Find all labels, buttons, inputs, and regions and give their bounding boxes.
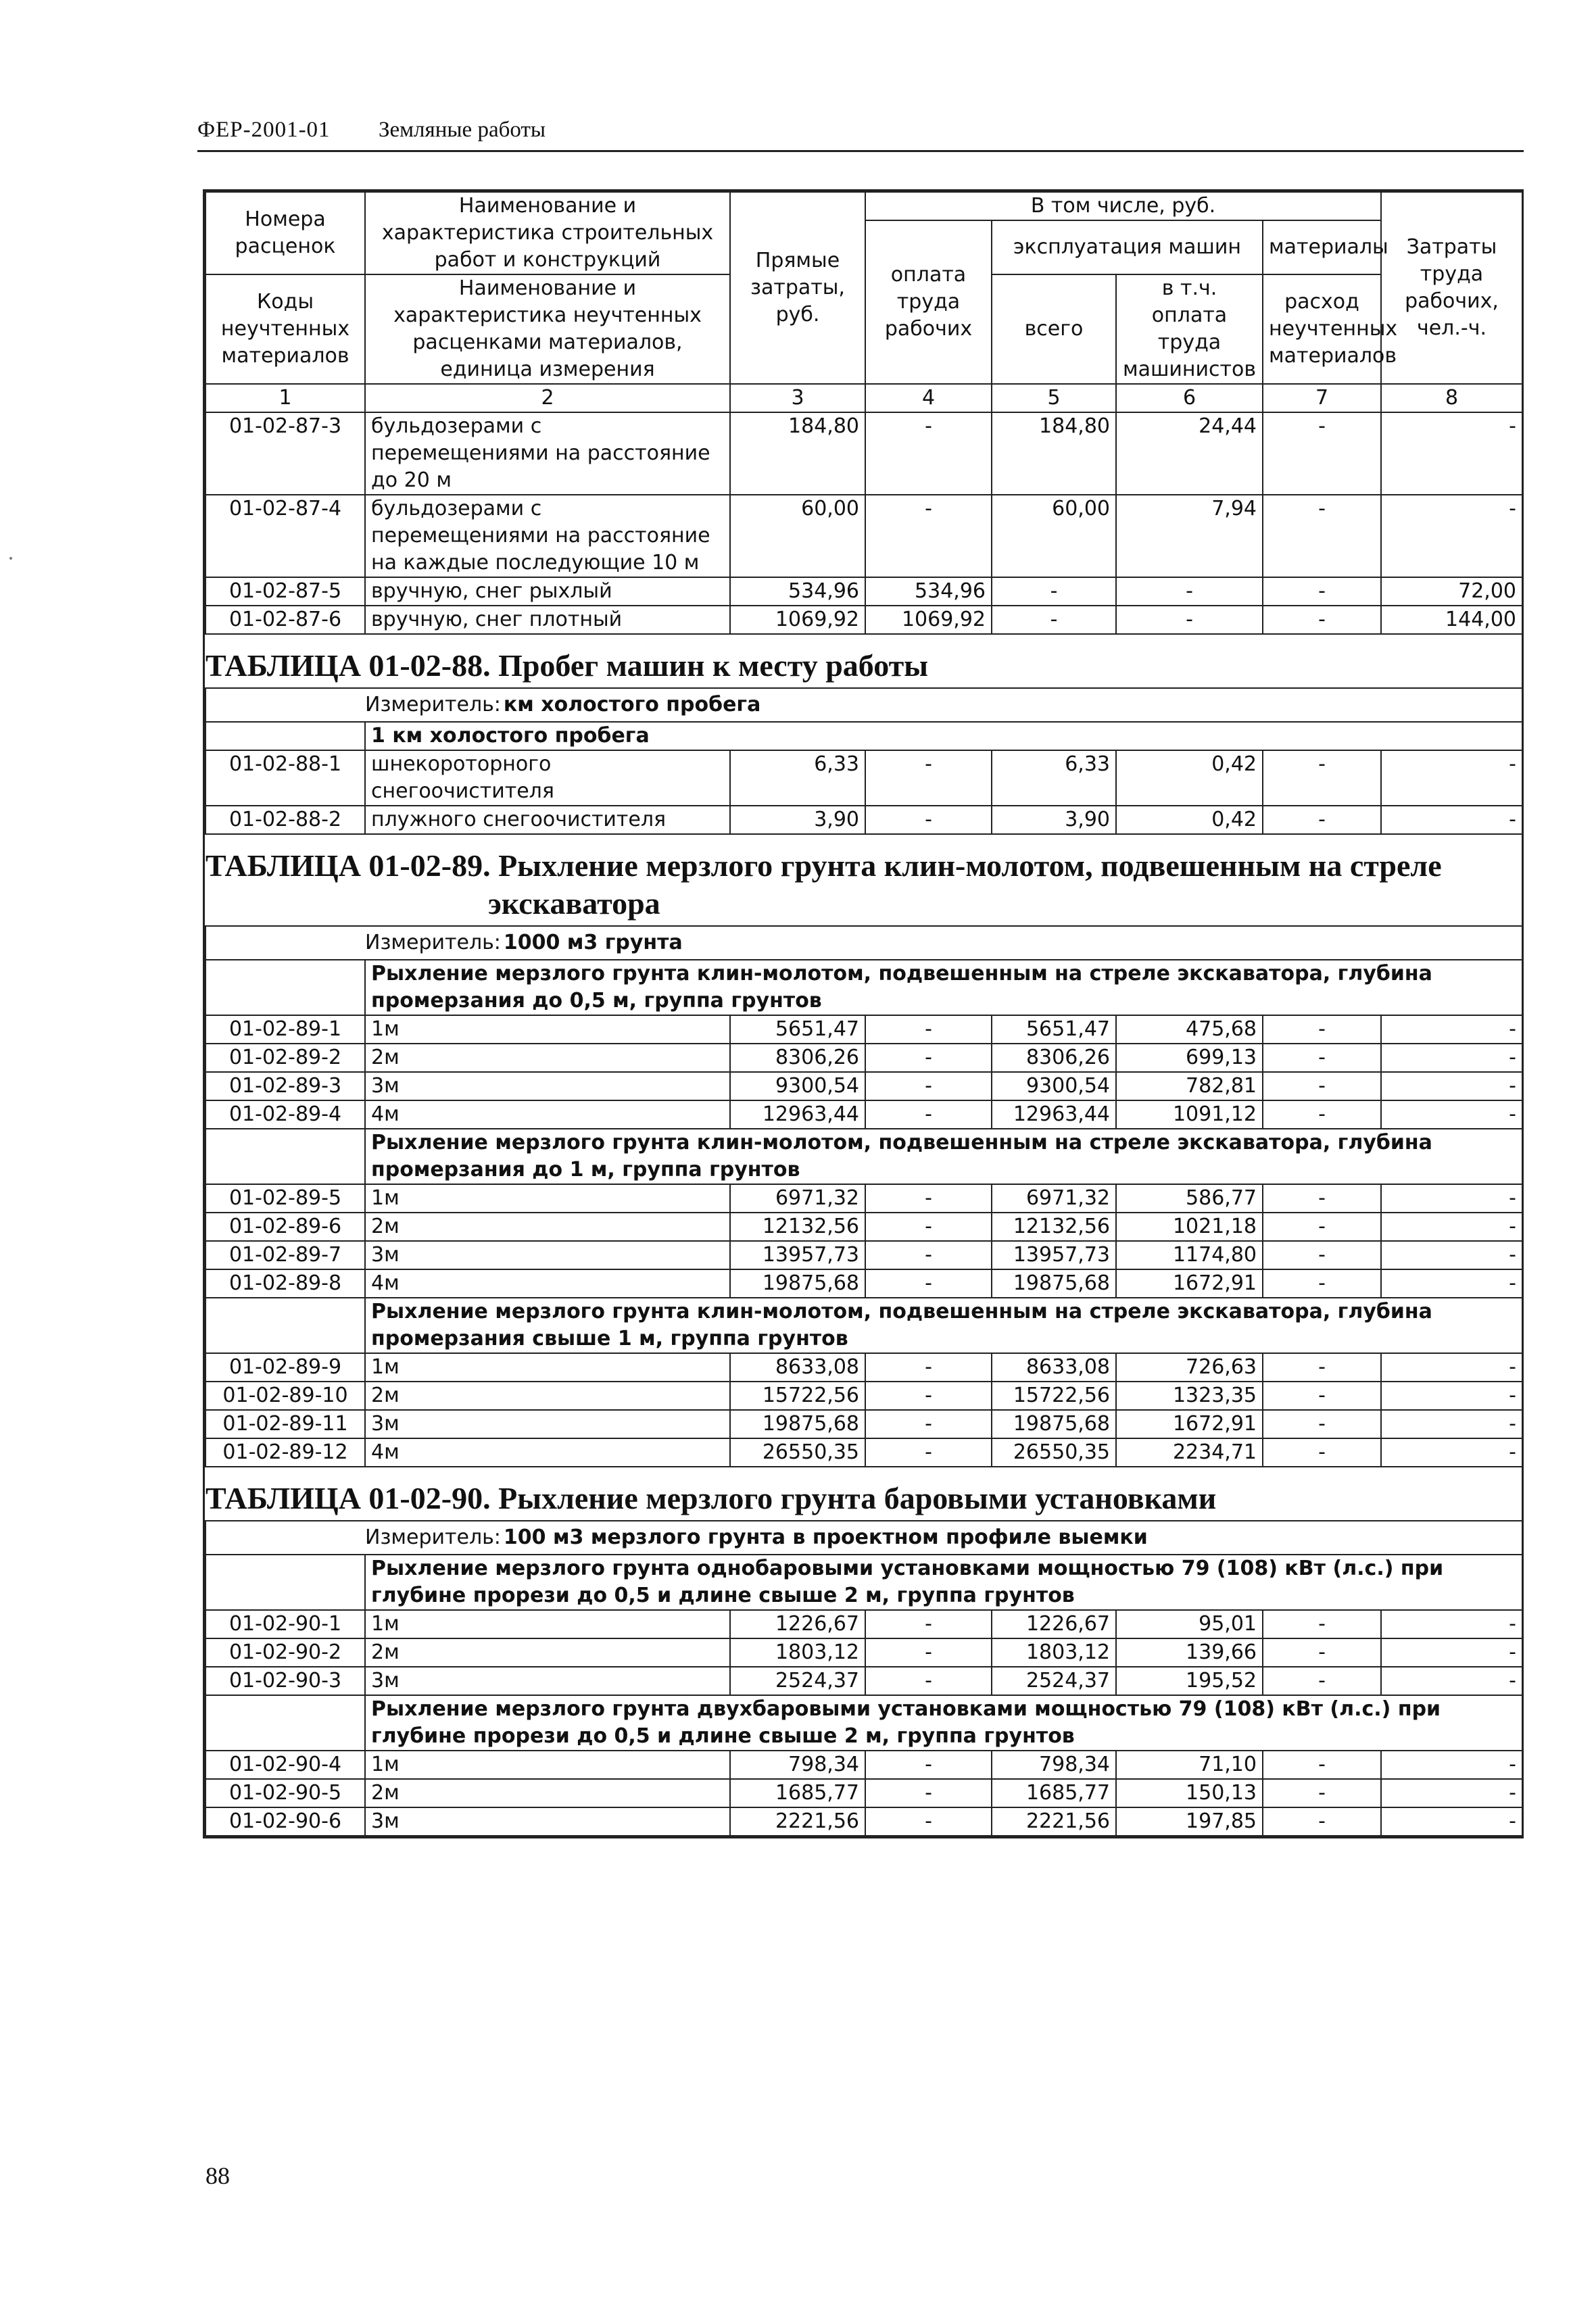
table-title-text: ТАБЛИЦА 01-02-90. Рыхление мерзлого грунта баровыми установками xyxy=(205,1481,1217,1515)
col-header-uncounted-code: Коды неучтенных материалов xyxy=(205,274,365,384)
rate-code: 01-02-89-6 xyxy=(205,1213,365,1241)
materials-value: - xyxy=(1263,1638,1381,1667)
labor-cost: - xyxy=(1381,495,1522,577)
materials-value: - xyxy=(1263,1269,1381,1298)
materials-value: - xyxy=(1263,750,1381,806)
col-header-wage: оплата труда рабочих xyxy=(865,220,992,384)
measure-label: Измеритель: xyxy=(365,693,501,716)
group-heading-spacer xyxy=(205,1298,365,1353)
table-row xyxy=(205,606,1522,634)
table-row xyxy=(205,1382,1522,1410)
work-name: 2м xyxy=(365,1382,730,1410)
direct-cost: 9300,54 xyxy=(730,1072,865,1100)
worker-wage: - xyxy=(865,1438,992,1467)
group-heading-row xyxy=(205,1555,1522,1610)
labor-cost: - xyxy=(1381,1269,1522,1298)
worker-wage: - xyxy=(865,1807,992,1836)
group-heading-row xyxy=(205,1695,1522,1751)
col-header-code: Номера расценок xyxy=(205,192,365,274)
table-row xyxy=(205,412,1522,495)
labor-cost: - xyxy=(1381,1100,1522,1129)
rate-code: 01-02-89-4 xyxy=(205,1100,365,1129)
table-row xyxy=(205,1241,1522,1269)
machinist-wage: 195,52 xyxy=(1116,1667,1263,1695)
col-header-materials: материалы xyxy=(1263,220,1381,274)
table-row xyxy=(205,495,1522,577)
direct-cost: 1069,92 xyxy=(730,606,865,634)
group-heading-row xyxy=(205,1298,1522,1353)
materials-value: - xyxy=(1263,1438,1381,1467)
machinist-wage: 0,42 xyxy=(1116,750,1263,806)
work-name: 2м xyxy=(365,1779,730,1807)
work-name: 3м xyxy=(365,1241,730,1269)
direct-cost: 798,34 xyxy=(730,1751,865,1779)
rate-code: 01-02-89-8 xyxy=(205,1269,365,1298)
group-heading-row xyxy=(205,960,1522,1015)
labor-cost: - xyxy=(1381,1241,1522,1269)
work-name: 2м xyxy=(365,1638,730,1667)
group-heading-row xyxy=(205,1129,1522,1184)
machinist-wage: 1323,35 xyxy=(1116,1382,1263,1410)
table-title-row xyxy=(205,834,1522,926)
measure-row xyxy=(205,1521,1522,1555)
machinist-wage: 139,66 xyxy=(1116,1638,1263,1667)
labor-cost: - xyxy=(1381,1072,1522,1100)
machines-total: 2221,56 xyxy=(992,1807,1116,1836)
machines-total: 1226,67 xyxy=(992,1610,1116,1638)
materials-value: - xyxy=(1263,806,1381,834)
table-row xyxy=(205,1438,1522,1467)
work-name: 1м xyxy=(365,1751,730,1779)
group-heading: Рыхление мерзлого грунта однобаровыми установками мощностью 79 (108) кВт (л.с.) при глубине прорези до 0,5 и длине свыше 2 м, группа грунтов xyxy=(365,1555,1522,1610)
document-section-title: Земляные работы xyxy=(379,118,546,142)
machines-total: 19875,68 xyxy=(992,1410,1116,1438)
materials-value: - xyxy=(1263,1184,1381,1213)
machines-total: 15722,56 xyxy=(992,1382,1116,1410)
rate-code: 01-02-87-6 xyxy=(205,606,365,634)
rate-code: 01-02-90-5 xyxy=(205,1779,365,1807)
group-heading-spacer xyxy=(205,722,365,750)
rate-code: 01-02-89-2 xyxy=(205,1044,365,1072)
col-header-direct: Прямые затраты, руб. xyxy=(730,192,865,384)
worker-wage: 534,96 xyxy=(865,577,992,606)
labor-cost: - xyxy=(1381,1779,1522,1807)
work-name: 4м xyxy=(365,1100,730,1129)
scan-speck xyxy=(9,557,12,560)
machines-total: 1685,77 xyxy=(992,1779,1116,1807)
worker-wage: - xyxy=(865,1072,992,1100)
labor-cost: - xyxy=(1381,1382,1522,1410)
measure-spacer xyxy=(205,1521,365,1555)
rate-code: 01-02-87-5 xyxy=(205,577,365,606)
materials-value: - xyxy=(1263,1044,1381,1072)
table-row xyxy=(205,1015,1522,1044)
direct-cost: 8633,08 xyxy=(730,1353,865,1382)
rate-code: 01-02-89-12 xyxy=(205,1438,365,1467)
measure-unit: км холостого пробега xyxy=(503,693,761,716)
direct-cost: 1685,77 xyxy=(730,1779,865,1807)
machines-total: 9300,54 xyxy=(992,1072,1116,1100)
labor-cost: - xyxy=(1381,1015,1522,1044)
measure-row xyxy=(205,688,1522,722)
group-heading: 1 км холостого пробега xyxy=(365,722,1522,750)
table-row xyxy=(205,1044,1522,1072)
machinist-wage: 24,44 xyxy=(1116,412,1263,495)
machinist-wage: 71,10 xyxy=(1116,1751,1263,1779)
materials-value: - xyxy=(1263,1353,1381,1382)
table-row xyxy=(205,1213,1522,1241)
rate-code: 01-02-88-1 xyxy=(205,750,365,806)
column-number: 5 xyxy=(992,384,1116,412)
direct-cost: 2221,56 xyxy=(730,1807,865,1836)
table-row xyxy=(205,1638,1522,1667)
direct-cost: 8306,26 xyxy=(730,1044,865,1072)
rate-code: 01-02-88-2 xyxy=(205,806,365,834)
worker-wage: - xyxy=(865,1751,992,1779)
table-row xyxy=(205,577,1522,606)
worker-wage: - xyxy=(865,1269,992,1298)
worker-wage: - xyxy=(865,1667,992,1695)
rate-code: 01-02-90-2 xyxy=(205,1638,365,1667)
header-row-1 xyxy=(205,192,1522,220)
table-row xyxy=(205,1100,1522,1129)
machines-total: 3,90 xyxy=(992,806,1116,834)
machinist-wage: 0,42 xyxy=(1116,806,1263,834)
machines-total: - xyxy=(992,606,1116,634)
labor-cost: - xyxy=(1381,1751,1522,1779)
worker-wage: - xyxy=(865,1241,992,1269)
materials-value: - xyxy=(1263,1213,1381,1241)
labor-cost: - xyxy=(1381,1438,1522,1467)
table-title-text: ТАБЛИЦА 01-02-88. Пробег машин к месту работы xyxy=(205,648,929,683)
table-title-row xyxy=(205,1467,1522,1521)
machinist-wage: 1672,91 xyxy=(1116,1410,1263,1438)
materials-value: - xyxy=(1263,412,1381,495)
page-number: 88 xyxy=(205,2162,230,2189)
column-number: 4 xyxy=(865,384,992,412)
column-number: 7 xyxy=(1263,384,1381,412)
materials-value: - xyxy=(1263,1410,1381,1438)
worker-wage: - xyxy=(865,1410,992,1438)
group-heading-spacer xyxy=(205,1129,365,1184)
table-row xyxy=(205,1779,1522,1807)
materials-value: - xyxy=(1263,1072,1381,1100)
machines-total: 8306,26 xyxy=(992,1044,1116,1072)
table-title-text: ТАБЛИЦА 01-02-89. Рыхление мерзлого грунта клин-молотом, подвешенным на стреле xyxy=(205,848,1442,883)
group-heading-row xyxy=(205,722,1522,750)
table-row xyxy=(205,1610,1522,1638)
labor-cost: - xyxy=(1381,1410,1522,1438)
labor-cost: - xyxy=(1381,1807,1522,1836)
work-name: 2м xyxy=(365,1213,730,1241)
work-name: 4м xyxy=(365,1438,730,1467)
work-name: вручную, снег рыхлый xyxy=(365,577,730,606)
direct-cost: 534,96 xyxy=(730,577,865,606)
labor-cost: - xyxy=(1381,750,1522,806)
worker-wage: - xyxy=(865,1638,992,1667)
machinist-wage: 7,94 xyxy=(1116,495,1263,577)
machinist-wage: 586,77 xyxy=(1116,1184,1263,1213)
page-header xyxy=(197,116,1524,152)
work-name: шнекороторного снегоочистителя xyxy=(365,750,730,806)
direct-cost: 1803,12 xyxy=(730,1638,865,1667)
direct-cost: 1226,67 xyxy=(730,1610,865,1638)
col-header-name: Наименование и характеристика строительных работ и конструкций xyxy=(365,192,730,274)
materials-value: - xyxy=(1263,606,1381,634)
work-name: 3м xyxy=(365,1667,730,1695)
materials-value: - xyxy=(1263,1241,1381,1269)
labor-cost: - xyxy=(1381,1184,1522,1213)
machines-total: 12963,44 xyxy=(992,1100,1116,1129)
column-number: 8 xyxy=(1381,384,1522,412)
rate-code: 01-02-89-11 xyxy=(205,1410,365,1438)
direct-cost: 12132,56 xyxy=(730,1213,865,1241)
measure-unit: 1000 м3 грунта xyxy=(503,931,683,954)
table-row xyxy=(205,1072,1522,1100)
machinist-wage: 782,81 xyxy=(1116,1072,1263,1100)
machinist-wage: 95,01 xyxy=(1116,1610,1263,1638)
materials-value: - xyxy=(1263,577,1381,606)
direct-cost: 60,00 xyxy=(730,495,865,577)
table-row xyxy=(205,750,1522,806)
work-name: 4м xyxy=(365,1269,730,1298)
rate-code: 01-02-89-10 xyxy=(205,1382,365,1410)
direct-cost: 13957,73 xyxy=(730,1241,865,1269)
machinist-wage: - xyxy=(1116,577,1263,606)
materials-value: - xyxy=(1263,1015,1381,1044)
worker-wage: - xyxy=(865,1184,992,1213)
table-title xyxy=(205,1467,1522,1520)
col-header-including: В том числе, руб. xyxy=(865,192,1381,220)
table-row xyxy=(205,1751,1522,1779)
table-row xyxy=(205,1353,1522,1382)
rate-code: 01-02-89-9 xyxy=(205,1353,365,1382)
rate-code: 01-02-89-5 xyxy=(205,1184,365,1213)
table-row xyxy=(205,1410,1522,1438)
rate-code: 01-02-87-4 xyxy=(205,495,365,577)
labor-cost: 72,00 xyxy=(1381,577,1522,606)
worker-wage: - xyxy=(865,412,992,495)
rate-code: 01-02-90-1 xyxy=(205,1610,365,1638)
machinist-wage: 1021,18 xyxy=(1116,1213,1263,1241)
group-heading-spacer xyxy=(205,960,365,1015)
worker-wage: - xyxy=(865,1382,992,1410)
machines-total: 2524,37 xyxy=(992,1667,1116,1695)
work-name: 1м xyxy=(365,1184,730,1213)
rate-code: 01-02-87-3 xyxy=(205,412,365,495)
machines-total: 6,33 xyxy=(992,750,1116,806)
machinist-wage: 2234,71 xyxy=(1116,1438,1263,1467)
machines-total: 184,80 xyxy=(992,412,1116,495)
column-numbers-row xyxy=(205,384,1522,412)
worker-wage: - xyxy=(865,1015,992,1044)
materials-value: - xyxy=(1263,1751,1381,1779)
work-name: 3м xyxy=(365,1072,730,1100)
machines-total: 13957,73 xyxy=(992,1241,1116,1269)
worker-wage: - xyxy=(865,806,992,834)
materials-value: - xyxy=(1263,1807,1381,1836)
work-name: 1м xyxy=(365,1610,730,1638)
work-name: 1м xyxy=(365,1015,730,1044)
direct-cost: 15722,56 xyxy=(730,1382,865,1410)
direct-cost: 26550,35 xyxy=(730,1438,865,1467)
direct-cost: 5651,47 xyxy=(730,1015,865,1044)
machinist-wage: 475,68 xyxy=(1116,1015,1263,1044)
direct-cost: 19875,68 xyxy=(730,1410,865,1438)
worker-wage: - xyxy=(865,1100,992,1129)
table-title-row xyxy=(205,634,1522,688)
machinist-wage: 1672,91 xyxy=(1116,1269,1263,1298)
measure-label: Измеритель: xyxy=(365,931,501,954)
rates-table xyxy=(203,189,1524,1838)
table-row xyxy=(205,1184,1522,1213)
labor-cost: - xyxy=(1381,412,1522,495)
worker-wage: - xyxy=(865,1779,992,1807)
rates-grid xyxy=(205,191,1523,1836)
machinist-wage: 150,13 xyxy=(1116,1779,1263,1807)
column-number: 1 xyxy=(205,384,365,412)
labor-cost: - xyxy=(1381,1044,1522,1072)
col-header-uncounted-name: Наименование и характеристика неучтенных расценками материалов, единица измерения xyxy=(365,274,730,384)
machinist-wage: 1174,80 xyxy=(1116,1241,1263,1269)
materials-value: - xyxy=(1263,1100,1381,1129)
worker-wage: - xyxy=(865,1353,992,1382)
rate-code: 01-02-89-1 xyxy=(205,1015,365,1044)
worker-wage: - xyxy=(865,495,992,577)
labor-cost: - xyxy=(1381,1638,1522,1667)
column-number: 2 xyxy=(365,384,730,412)
worker-wage: - xyxy=(865,1610,992,1638)
measure-row xyxy=(205,926,1522,960)
machines-total: 19875,68 xyxy=(992,1269,1116,1298)
machines-total: 12132,56 xyxy=(992,1213,1116,1241)
machines-total: 798,34 xyxy=(992,1751,1116,1779)
rate-code: 01-02-90-3 xyxy=(205,1667,365,1695)
table-row xyxy=(205,1269,1522,1298)
measure-unit: 100 м3 мерзлого грунта в проектном профиле выемки xyxy=(503,1526,1148,1549)
work-name: бульдозерами с перемещениями на расстояние до 20 м xyxy=(365,412,730,495)
direct-cost: 6971,32 xyxy=(730,1184,865,1213)
measure-label: Измеритель: xyxy=(365,1526,501,1549)
machines-total: - xyxy=(992,577,1116,606)
work-name: 3м xyxy=(365,1410,730,1438)
table-row xyxy=(205,1807,1522,1836)
direct-cost: 12963,44 xyxy=(730,1100,865,1129)
work-name: 3м xyxy=(365,1807,730,1836)
machines-total: 26550,35 xyxy=(992,1438,1116,1467)
labor-cost: - xyxy=(1381,1667,1522,1695)
worker-wage: - xyxy=(865,750,992,806)
work-name: плужного снегоочистителя xyxy=(365,806,730,834)
col-header-machinist-wage: в т.ч. оплата труда машинистов xyxy=(1116,274,1263,384)
labor-cost: - xyxy=(1381,1353,1522,1382)
labor-cost: - xyxy=(1381,1213,1522,1241)
machinist-wage: 1091,12 xyxy=(1116,1100,1263,1129)
labor-cost: - xyxy=(1381,806,1522,834)
rate-code: 01-02-90-6 xyxy=(205,1807,365,1836)
group-heading-spacer xyxy=(205,1555,365,1610)
direct-cost: 2524,37 xyxy=(730,1667,865,1695)
table-title xyxy=(205,835,1522,925)
column-number: 6 xyxy=(1116,384,1263,412)
table-title-continuation: экскаватора xyxy=(488,886,660,921)
work-name: 1м xyxy=(365,1353,730,1382)
machines-total: 60,00 xyxy=(992,495,1116,577)
direct-cost: 19875,68 xyxy=(730,1269,865,1298)
labor-cost: 144,00 xyxy=(1381,606,1522,634)
work-name: бульдозерами с перемещениями на расстояние на каждые последующие 10 м xyxy=(365,495,730,577)
materials-value: - xyxy=(1263,1610,1381,1638)
materials-value: - xyxy=(1263,495,1381,577)
machines-total: 8633,08 xyxy=(992,1353,1116,1382)
col-header-machines-total: всего xyxy=(992,274,1116,384)
machinist-wage: 197,85 xyxy=(1116,1807,1263,1836)
direct-cost: 6,33 xyxy=(730,750,865,806)
machines-total: 1803,12 xyxy=(992,1638,1116,1667)
col-header-labor: Затраты труда рабочих, чел.-ч. xyxy=(1381,192,1522,384)
direct-cost: 184,80 xyxy=(730,412,865,495)
machines-total: 6971,32 xyxy=(992,1184,1116,1213)
table-title xyxy=(205,635,1522,687)
machinist-wage: - xyxy=(1116,606,1263,634)
materials-value: - xyxy=(1263,1779,1381,1807)
worker-wage: - xyxy=(865,1213,992,1241)
measure-spacer xyxy=(205,926,365,960)
group-heading: Рыхление мерзлого грунта клин-молотом, подвешенным на стреле экскаватора, глубина промерзания свыше 1 м, группа грунтов xyxy=(365,1298,1522,1353)
document-code: ФЕР-2001-01 xyxy=(197,118,331,142)
materials-value: - xyxy=(1263,1382,1381,1410)
materials-value: - xyxy=(1263,1667,1381,1695)
col-header-machines: эксплуатация машин xyxy=(992,220,1263,274)
group-heading: Рыхление мерзлого грунта двухбаровыми установками мощностью 79 (108) кВт (л.с.) при глубине прорези до 0,5 и длине свыше 2 м, группа грунтов xyxy=(365,1695,1522,1751)
work-name: 2м xyxy=(365,1044,730,1072)
labor-cost: - xyxy=(1381,1610,1522,1638)
group-heading: Рыхление мерзлого грунта клин-молотом, подвешенным на стреле экскаватора, глубина промерзания до 0,5 м, группа грунтов xyxy=(365,960,1522,1015)
rate-code: 01-02-89-3 xyxy=(205,1072,365,1100)
column-number: 3 xyxy=(730,384,865,412)
table-row xyxy=(205,806,1522,834)
worker-wage: - xyxy=(865,1044,992,1072)
col-header-uncounted-materials: расход неучтенных материалов xyxy=(1263,274,1381,384)
worker-wage: 1069,92 xyxy=(865,606,992,634)
rate-code: 01-02-89-7 xyxy=(205,1241,365,1269)
table-row xyxy=(205,1667,1522,1695)
group-heading: Рыхление мерзлого грунта клин-молотом, подвешенным на стреле экскаватора, глубина промерзания до 1 м, группа грунтов xyxy=(365,1129,1522,1184)
direct-cost: 3,90 xyxy=(730,806,865,834)
rate-code: 01-02-90-4 xyxy=(205,1751,365,1779)
measure-spacer xyxy=(205,688,365,722)
machinist-wage: 726,63 xyxy=(1116,1353,1263,1382)
machines-total: 5651,47 xyxy=(992,1015,1116,1044)
machinist-wage: 699,13 xyxy=(1116,1044,1263,1072)
work-name: вручную, снег плотный xyxy=(365,606,730,634)
group-heading-spacer xyxy=(205,1695,365,1751)
